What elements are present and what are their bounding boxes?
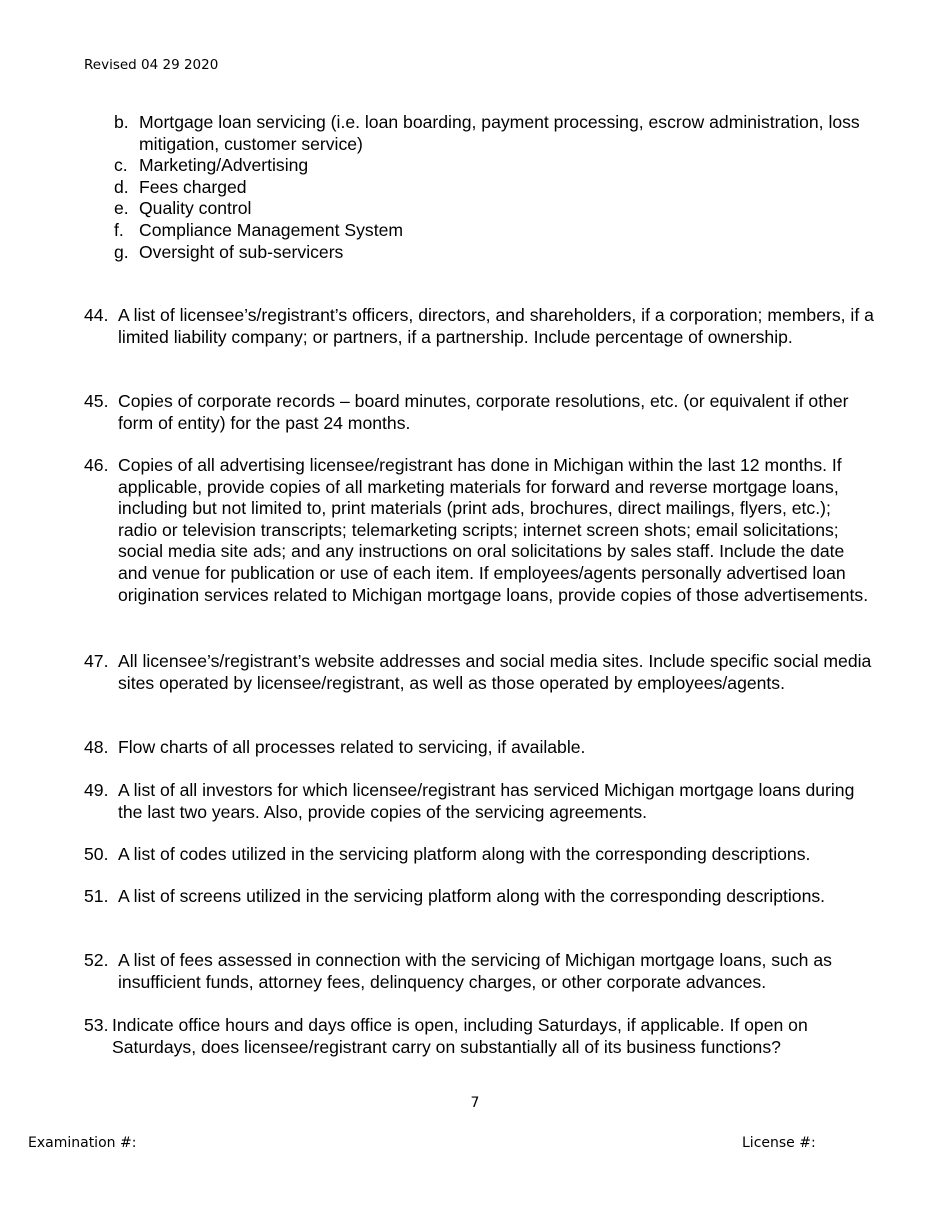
item-number: 53. xyxy=(84,1015,109,1035)
item-text: A list of screens utilized in the servicing platform along with the corresponding descriptions. xyxy=(118,886,826,906)
list-item-44 xyxy=(84,305,874,348)
list-item-52 xyxy=(84,950,874,993)
sub-item-letter: f. xyxy=(114,219,124,240)
list-item-48 xyxy=(84,737,874,759)
item-text: All licensee’s/registrant’s website addresses and social media sites. Include specific social media sites operated by licensee/registrant, as well as those operated by employees/agents. xyxy=(118,651,872,693)
item-number: 51. xyxy=(84,886,109,906)
sub-item-letter: e. xyxy=(114,198,129,219)
list-item-49 xyxy=(84,780,874,823)
list-item-46 xyxy=(84,455,874,606)
list-item-47 xyxy=(84,651,874,694)
sub-item-text: Mortgage loan servicing (i.e. loan boarding, payment processing, escrow administration, loss mitigation, customer service) xyxy=(139,112,860,154)
page-number: 7 xyxy=(470,1095,480,1111)
item-number: 45. xyxy=(84,391,109,411)
item-number: 52. xyxy=(84,950,109,970)
sub-item-c xyxy=(114,155,874,177)
sub-item-g xyxy=(114,242,874,264)
revision-date: Revised 04 29 2020 xyxy=(84,57,219,73)
item-text: Copies of all advertising licensee/registrant has done in Michigan within the last 12 months. If applicable, provide copies of all marketing materials for forward and reverse mortgage loans, including but not limited to, print materials (print ads, brochures, direct mailings, flyers, etc.); radio or television transcripts; telemarketing scripts; internet screen shots; email solicitations; social media site ads; and any instructions on oral solicitations by sales staff. Include the date and venue for publication or use of each item. If employees/agents personally advertised loan origination services related to Michigan mortgage loans, provide copies of those advertisements. xyxy=(118,455,869,605)
sub-item-letter: d. xyxy=(114,176,129,197)
item-text: Flow charts of all processes related to servicing, if available. xyxy=(118,737,586,757)
item-text: A list of fees assessed in connection with the servicing of Michigan mortgage loans, such as insufficient funds, attorney fees, delinquency charges, or other corporate advances. xyxy=(118,950,832,992)
item-text: Copies of corporate records – board minutes, corporate resolutions, etc. (or equivalent if other form of entity) for the past 24 months. xyxy=(118,391,849,433)
item-text: A list of licensee’s/registrant’s officers, directors, and shareholders, if a corporation; members, if a limited liability company; or partners, if a partnership. Include percentage of ownership. xyxy=(118,305,874,347)
item-number: 46. xyxy=(84,455,109,475)
item-number: 47. xyxy=(84,651,109,671)
sub-item-letter: g. xyxy=(114,241,129,262)
sub-item-f xyxy=(114,220,874,242)
item-text: A list of all investors for which licensee/registrant has serviced Michigan mortgage loans during the last two years. Also, provide copies of the servicing agreements. xyxy=(118,780,855,822)
examination-number-label: Examination #: xyxy=(28,1135,137,1151)
sub-item-text: Compliance Management System xyxy=(139,219,404,240)
sub-item-letter: c. xyxy=(114,155,128,176)
item-text: A list of codes utilized in the servicing platform along with the corresponding descriptions. xyxy=(118,844,811,864)
sub-item-text: Oversight of sub-servicers xyxy=(139,241,344,262)
item-number: 49. xyxy=(84,780,109,800)
list-item-50 xyxy=(84,844,874,866)
list-item-53 xyxy=(84,1015,874,1058)
sub-item-letter: b. xyxy=(114,112,129,132)
list-item-45 xyxy=(84,391,874,434)
sub-item-text: Fees charged xyxy=(139,176,247,197)
item-text: Indicate office hours and days office is open, including Saturdays, if applicable. If open on Saturdays, does licensee/registrant carry on substantially all of its business functions? xyxy=(112,1015,808,1057)
item-number: 50. xyxy=(84,844,109,864)
item-number: 44. xyxy=(84,305,109,325)
sub-item-d xyxy=(114,177,874,199)
item-number: 48. xyxy=(84,737,109,757)
license-number-label: License #: xyxy=(742,1135,816,1151)
sub-item-text: Marketing/Advertising xyxy=(139,155,309,176)
sub-item-b xyxy=(114,112,874,155)
sub-item-text: Quality control xyxy=(139,198,252,219)
sub-item-list xyxy=(114,112,874,263)
sub-item-e xyxy=(114,198,874,220)
list-item-51 xyxy=(84,886,874,908)
